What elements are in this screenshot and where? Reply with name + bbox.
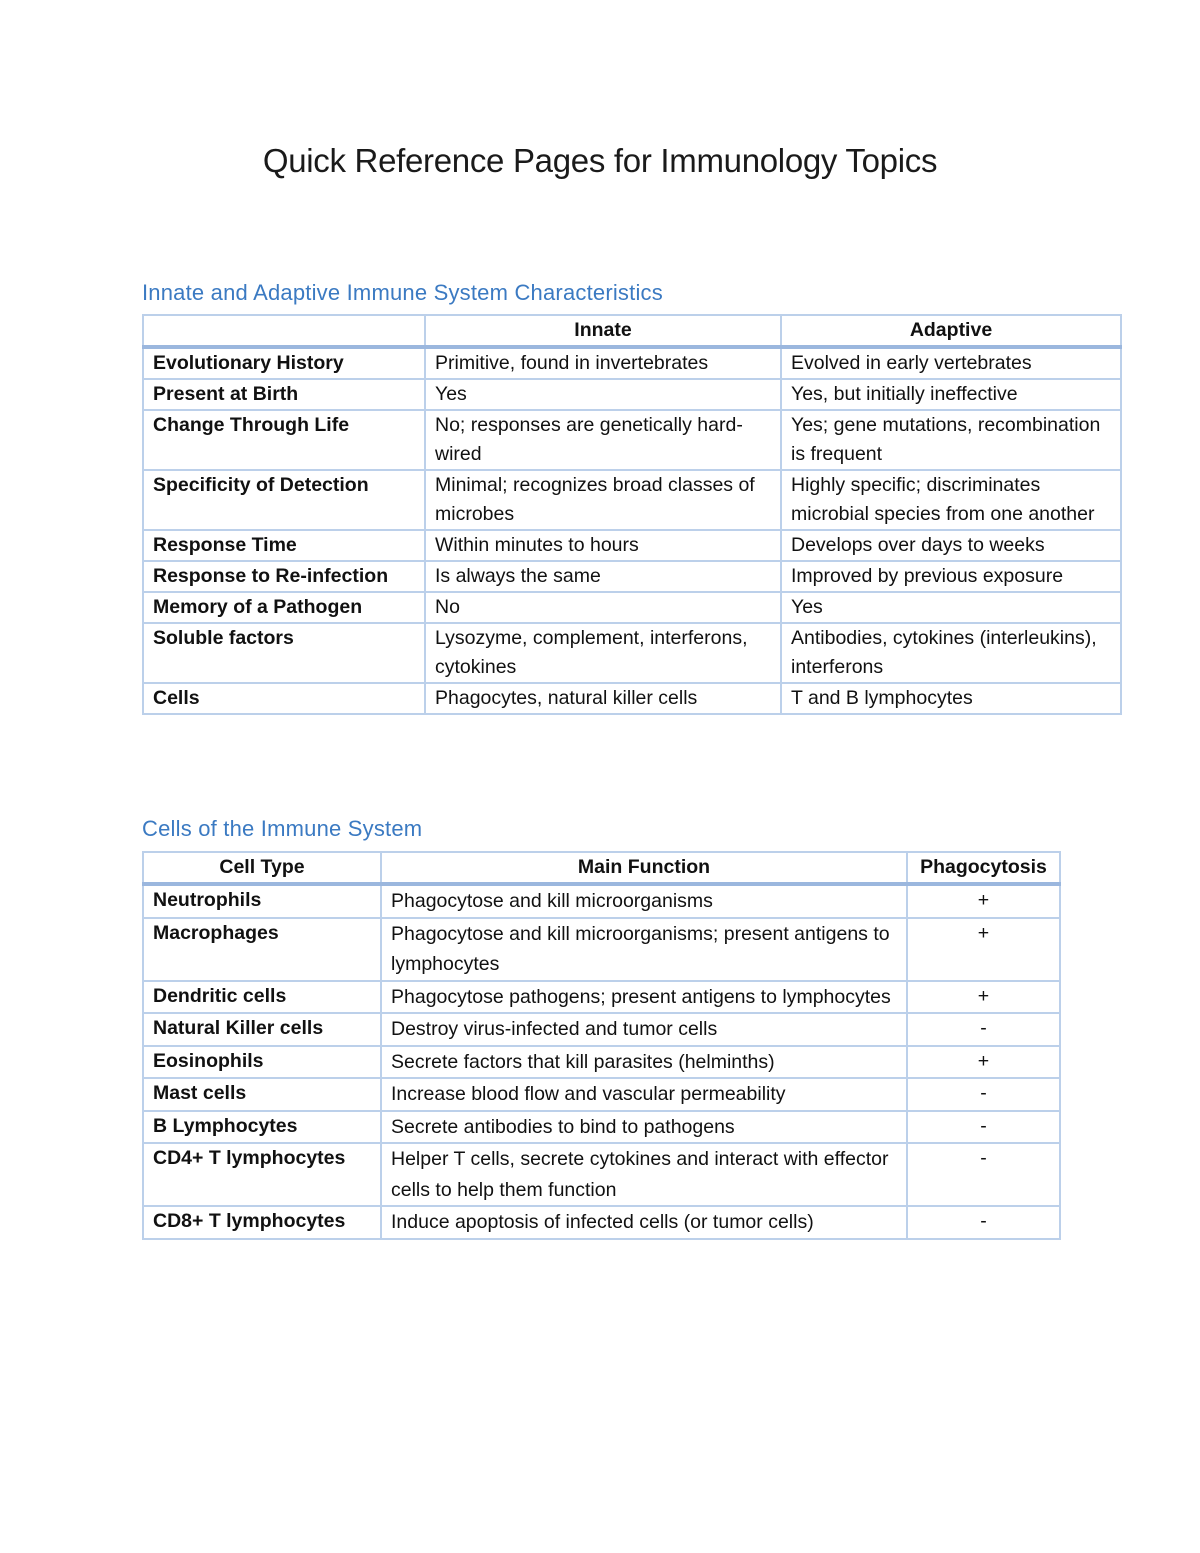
- adaptive-cell: Yes: [781, 592, 1121, 623]
- phagocytosis-value: +: [907, 981, 1060, 1014]
- adaptive-cell: Antibodies, cytokines (interleukins), interferons: [781, 623, 1121, 683]
- adaptive-cell: Develops over days to weeks: [781, 530, 1121, 561]
- table-row: [143, 1078, 1060, 1111]
- cell-type: Natural Killer cells: [143, 1013, 381, 1046]
- innate-cell: Is always the same: [425, 561, 781, 592]
- innate-cell: Phagocytes, natural killer cells: [425, 683, 781, 714]
- column-header-cell-type: Cell Type: [143, 852, 381, 884]
- immune-cells-heading: Cells of the Immune System: [142, 816, 423, 841]
- table-row: [143, 1206, 1060, 1239]
- table-row: [143, 1111, 1060, 1144]
- table-row: [143, 918, 1060, 981]
- cell-type: B Lymphocytes: [143, 1111, 381, 1144]
- table-row: [143, 379, 1121, 410]
- phagocytosis-value: +: [907, 918, 1060, 981]
- adaptive-cell: Evolved in early vertebrates: [781, 347, 1121, 379]
- cell-type: CD4+ T lymphocytes: [143, 1143, 381, 1206]
- phagocytosis-value: -: [907, 1013, 1060, 1046]
- innate-cell: Primitive, found in invertebrates: [425, 347, 781, 379]
- row-label: Response to Re-infection: [143, 561, 425, 592]
- adaptive-cell: Improved by previous exposure: [781, 561, 1121, 592]
- innate-adaptive-heading: Innate and Adaptive Immune System Characteristics: [142, 280, 663, 305]
- row-label: Present at Birth: [143, 379, 425, 410]
- innate-adaptive-table: [142, 314, 1122, 715]
- table-header-row: [143, 315, 1121, 347]
- table-row: [143, 410, 1121, 470]
- row-label: Soluble factors: [143, 623, 425, 683]
- table-row: [143, 592, 1121, 623]
- row-label: Change Through Life: [143, 410, 425, 470]
- column-header-innate: Innate: [425, 315, 781, 347]
- main-function: Phagocytose pathogens; present antigens to lymphocytes: [381, 981, 907, 1014]
- phagocytosis-value: -: [907, 1078, 1060, 1111]
- table-row: [143, 561, 1121, 592]
- column-header-adaptive: Adaptive: [781, 315, 1121, 347]
- cell-type: Mast cells: [143, 1078, 381, 1111]
- phagocytosis-value: -: [907, 1206, 1060, 1239]
- main-function: Helper T cells, secrete cytokines and interact with effector cells to help them function: [381, 1143, 907, 1206]
- main-function: Induce apoptosis of infected cells (or tumor cells): [381, 1206, 907, 1239]
- phagocytosis-value: +: [907, 884, 1060, 918]
- immune-cells-table: [142, 851, 1061, 1240]
- innate-cell: No: [425, 592, 781, 623]
- adaptive-cell: Yes, but initially ineffective: [781, 379, 1121, 410]
- cell-type: Eosinophils: [143, 1046, 381, 1079]
- table-row: [143, 1013, 1060, 1046]
- column-header: [143, 315, 425, 347]
- page-title: Quick Reference Pages for Immunology Topics: [262, 142, 938, 179]
- adaptive-cell: T and B lymphocytes: [781, 683, 1121, 714]
- column-header-phagocytosis: Phagocytosis: [907, 852, 1060, 884]
- table-row: [143, 1046, 1060, 1079]
- table-row: [143, 530, 1121, 561]
- table-row: [143, 470, 1121, 530]
- column-header-main-function: Main Function: [381, 852, 907, 884]
- row-label: Memory of a Pathogen: [143, 592, 425, 623]
- innate-cell: No; responses are genetically hard-wired: [425, 410, 781, 470]
- main-function: Phagocytose and kill microorganisms: [381, 884, 907, 918]
- row-label: Cells: [143, 683, 425, 714]
- adaptive-cell: Yes; gene mutations, recombination is frequent: [781, 410, 1121, 470]
- cell-type: Neutrophils: [143, 884, 381, 918]
- phagocytosis-value: -: [907, 1111, 1060, 1144]
- main-function: Secrete antibodies to bind to pathogens: [381, 1111, 907, 1144]
- innate-cell: Lysozyme, complement, interferons, cytokines: [425, 623, 781, 683]
- main-function: Destroy virus-infected and tumor cells: [381, 1013, 907, 1046]
- row-label: Specificity of Detection: [143, 470, 425, 530]
- row-label: Response Time: [143, 530, 425, 561]
- table-row: [143, 981, 1060, 1014]
- phagocytosis-value: -: [907, 1143, 1060, 1206]
- table-row: [143, 1143, 1060, 1206]
- table-row: [143, 683, 1121, 714]
- innate-cell: Yes: [425, 379, 781, 410]
- cell-type: Macrophages: [143, 918, 381, 981]
- main-function: Phagocytose and kill microorganisms; present antigens to lymphocytes: [381, 918, 907, 981]
- main-function: Secrete factors that kill parasites (helminths): [381, 1046, 907, 1079]
- table-row: [143, 623, 1121, 683]
- table-header-row: [143, 852, 1060, 884]
- cell-type: Dendritic cells: [143, 981, 381, 1014]
- cell-type: CD8+ T lymphocytes: [143, 1206, 381, 1239]
- table-row: [143, 884, 1060, 918]
- phagocytosis-value: +: [907, 1046, 1060, 1079]
- adaptive-cell: Highly specific; discriminates microbial species from one another: [781, 470, 1121, 530]
- row-label: Evolutionary History: [143, 347, 425, 379]
- table-row: [143, 347, 1121, 379]
- innate-cell: Minimal; recognizes broad classes of microbes: [425, 470, 781, 530]
- innate-cell: Within minutes to hours: [425, 530, 781, 561]
- main-function: Increase blood flow and vascular permeability: [381, 1078, 907, 1111]
